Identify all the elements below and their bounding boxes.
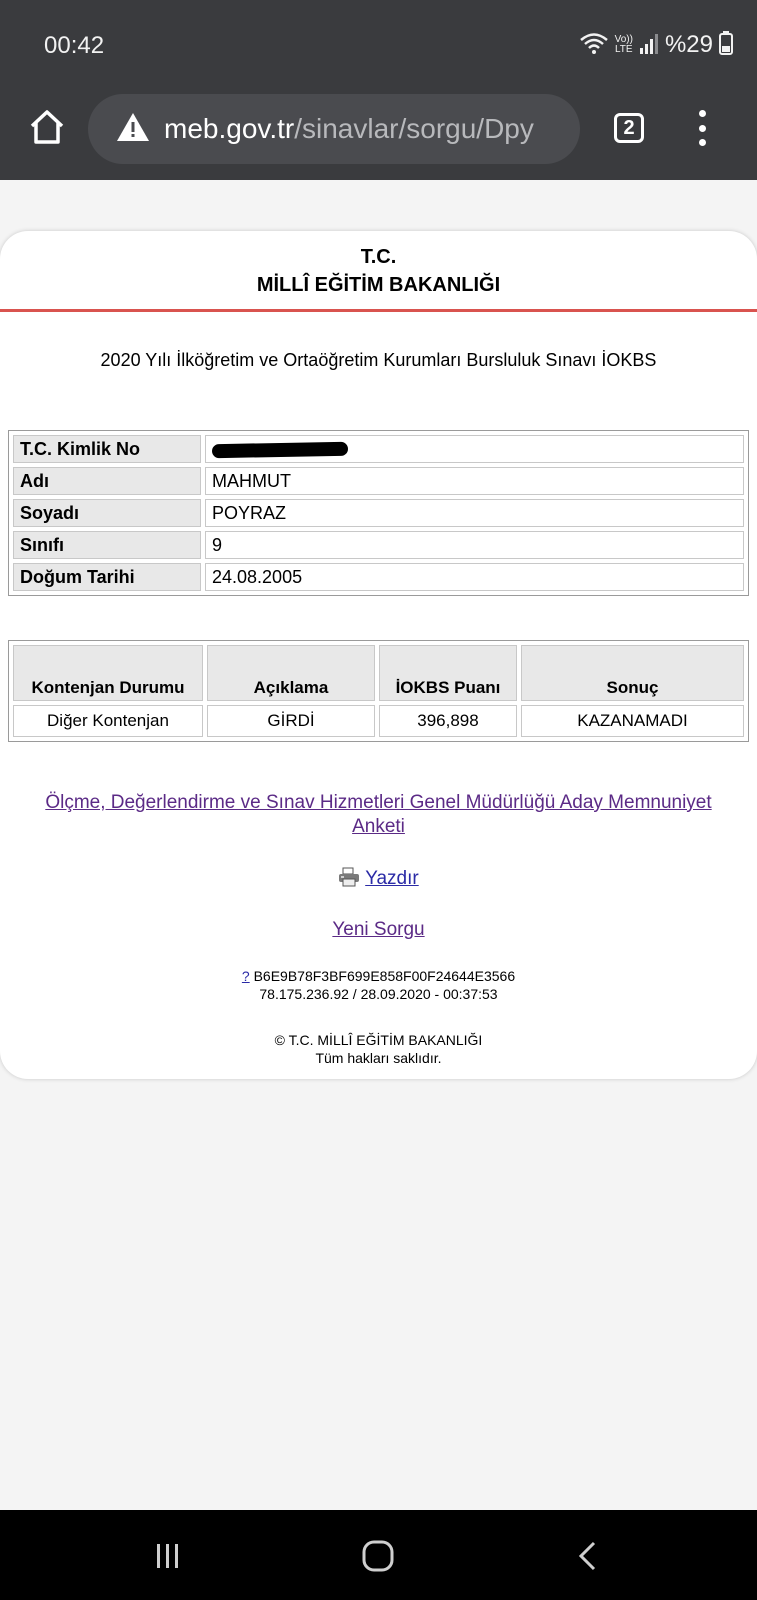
url-domain: meb.gov.tr	[164, 113, 295, 144]
verification-help-link[interactable]: ?	[241, 968, 250, 984]
table-row	[13, 531, 744, 559]
back-icon	[576, 1540, 600, 1572]
table-header-row	[13, 645, 744, 701]
header-line-2: MİLLÎ EĞİTİM BAKANLIĞI	[256, 274, 501, 296]
recents-icon	[153, 1542, 183, 1570]
result-card	[0, 231, 757, 1079]
info-value: POYRAZ	[205, 499, 744, 527]
battery-percent: %29	[664, 31, 713, 58]
redaction-mark	[212, 442, 348, 458]
system-nav-bar	[0, 1510, 757, 1600]
info-value	[205, 435, 744, 463]
survey-link[interactable]: Ölçme, Değerlendirme ve Sınav Hizmetleri Genel Müdürlüğü Aday Memnuniyet Anketi	[45, 792, 712, 837]
home-button[interactable]	[24, 104, 70, 150]
print-link[interactable]	[0, 867, 757, 890]
copyright: © T.C. MİLLÎ EĞİTİM BAKANLIĞI	[274, 1032, 483, 1048]
new-query-link[interactable]: Yeni Sorgu	[332, 919, 425, 940]
table-cell: GİRDİ	[207, 705, 375, 737]
column-header: Sonuç	[521, 645, 744, 701]
recents-button[interactable]	[146, 1534, 190, 1578]
student-info-table	[8, 430, 749, 596]
verification-hash: B6E9B78F3BF699E858F00F24644E3566	[253, 968, 516, 984]
volte-bottom: LTE	[614, 44, 633, 55]
warning-icon[interactable]	[116, 112, 150, 147]
wifi-icon	[579, 31, 609, 60]
info-value: 24.08.2005	[205, 563, 744, 591]
back-button[interactable]	[566, 1534, 610, 1578]
signal-icon	[639, 32, 659, 59]
home-nav-button[interactable]	[356, 1534, 400, 1578]
info-label: Soyadı	[13, 499, 201, 527]
table-row	[13, 563, 744, 591]
ministry-header	[0, 243, 757, 299]
browser-chrome	[0, 0, 757, 180]
volte-indicator	[615, 35, 633, 55]
table-cell: KAZANAMADI	[521, 705, 744, 737]
table-cell: Diğer Kontenjan	[13, 705, 203, 737]
column-header: İOKBS Puanı	[379, 645, 517, 701]
tab-switcher-button[interactable]: 2	[614, 113, 644, 143]
column-header: Açıklama	[207, 645, 375, 701]
table-row	[13, 499, 744, 527]
table-row	[13, 467, 744, 495]
volte-top: Vo))	[614, 34, 633, 45]
ip-timestamp: 78.175.236.92 / 28.09.2020 - 00:37:53	[259, 986, 498, 1002]
printer-icon	[338, 868, 365, 889]
info-label: Doğum Tarihi	[13, 563, 201, 591]
exam-title: 2020 Yılı İlköğretim ve Ortaöğretim Kurumları Bursluluk Sınavı İOKBS	[100, 350, 657, 370]
info-label: Sınıfı	[13, 531, 201, 559]
header-line-1: T.C.	[360, 246, 397, 268]
info-label: Adı	[13, 467, 201, 495]
info-value: MAHMUT	[205, 467, 744, 495]
table-cell: 396,898	[379, 705, 517, 737]
status-icons	[579, 30, 733, 60]
url-text	[164, 113, 534, 145]
rights-reserved: Tüm hakları saklıdır.	[315, 1050, 442, 1066]
header-divider	[0, 309, 757, 312]
address-bar[interactable]	[88, 94, 580, 164]
battery-icon	[719, 31, 733, 60]
table-row	[13, 705, 744, 737]
result-table	[8, 640, 749, 742]
info-value: 9	[205, 531, 744, 559]
info-label: T.C. Kimlik No	[13, 435, 201, 463]
column-header: Kontenjan Durumu	[13, 645, 203, 701]
table-row	[13, 435, 744, 463]
status-time: 00:42	[44, 32, 105, 59]
footer	[0, 1031, 757, 1067]
url-path: /sinavlar/sorgu/Dpy	[294, 113, 534, 144]
menu-icon[interactable]	[694, 110, 710, 146]
print-label: Yazdır	[365, 868, 419, 889]
home-nav-icon	[361, 1539, 395, 1573]
home-icon	[28, 108, 66, 146]
verification-info	[0, 967, 757, 1003]
